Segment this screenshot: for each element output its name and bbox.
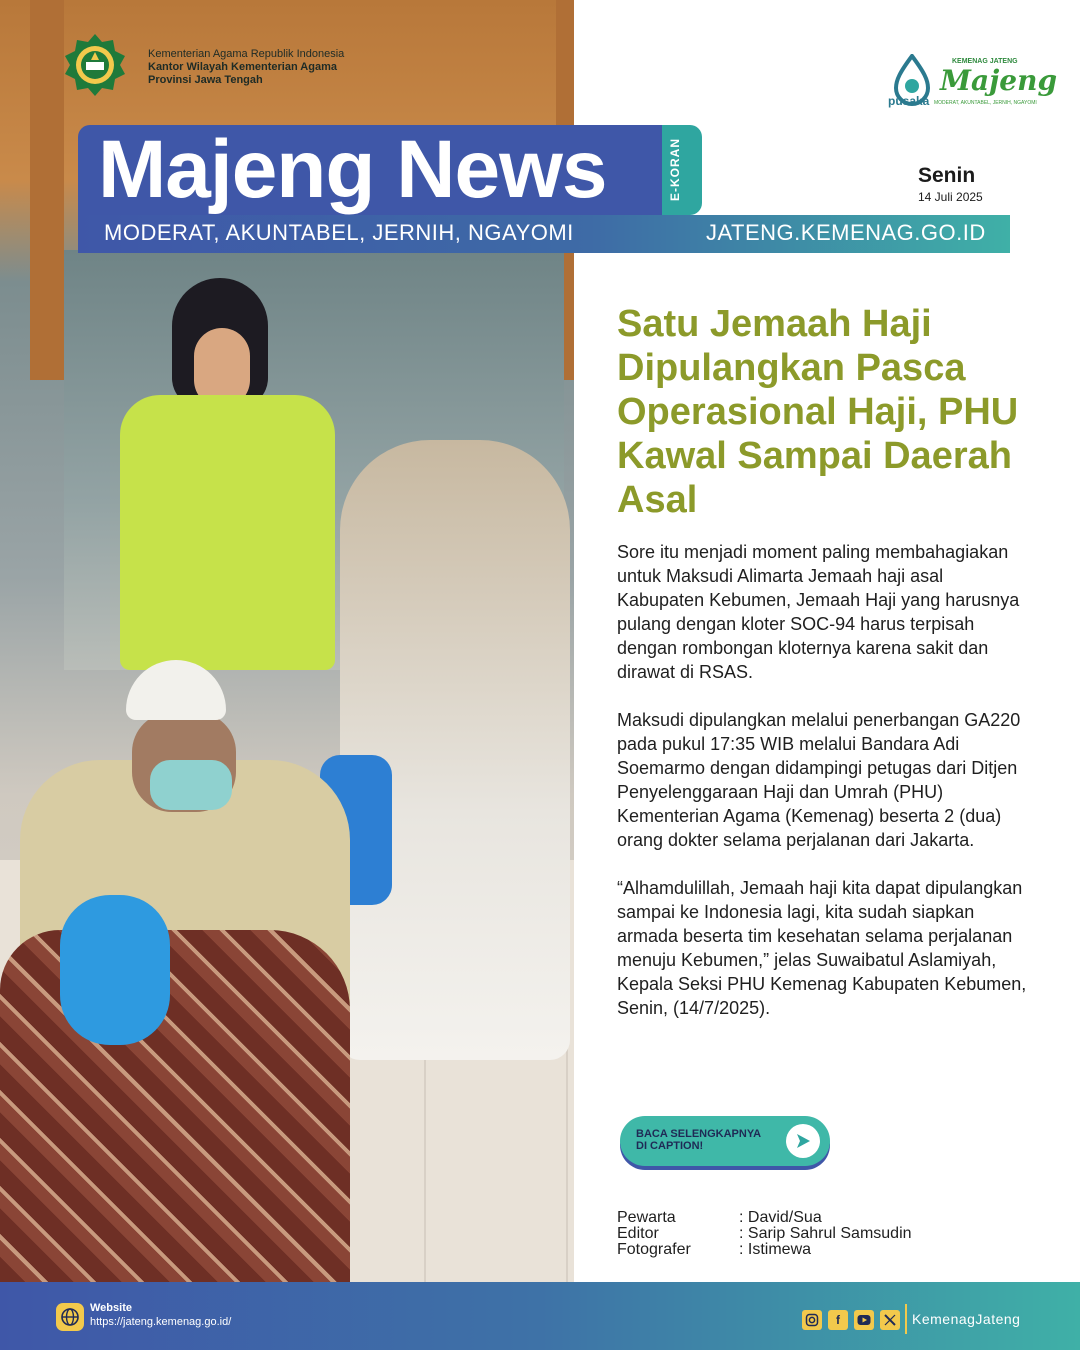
credit-key: Editor <box>617 1225 659 1242</box>
photo-neck-pillow <box>60 895 170 1045</box>
x-icon[interactable] <box>880 1310 900 1330</box>
credit-value: : Istimewa <box>739 1241 812 1258</box>
footer-divider <box>905 1304 907 1334</box>
arrow-right-icon <box>786 1124 820 1158</box>
credit-row <box>617 1226 912 1242</box>
instagram-icon[interactable] <box>802 1310 822 1330</box>
credit-row <box>617 1242 912 1258</box>
edition-tab <box>662 125 702 215</box>
pusaka-label: pusaka <box>888 94 930 108</box>
read-more-line-1: BACA SELENGKAPNYA <box>636 1128 762 1140</box>
facebook-icon[interactable]: f <box>828 1310 848 1330</box>
org-line-2: Kantor Wilayah Kementerian Agama <box>148 61 337 73</box>
read-more-label <box>636 1128 786 1152</box>
read-more-line-2: DI CAPTION! <box>636 1140 704 1152</box>
issue-date: 14 Juli 2025 <box>918 190 983 204</box>
org-line-3: Provinsi Jawa Tengah <box>148 74 263 86</box>
website-url-link[interactable]: https://jateng.kemenag.go.id/ <box>90 1316 232 1328</box>
photo-pilgrim-mask <box>150 760 232 810</box>
credit-value: : David/Sua <box>739 1209 822 1226</box>
issue-day: Senin <box>918 164 976 187</box>
photo-officer-vest <box>120 395 335 670</box>
majeng-logo-top: KEMENAG JATENG <box>952 58 1018 65</box>
credit-key: Pewarta <box>617 1209 676 1226</box>
majeng-logo-script: Majeng <box>940 64 1058 97</box>
credit-value: : Sarip Sahrul Samsudin <box>739 1225 912 1242</box>
org-line-1: Kementerian Agama Republik Indonesia <box>148 48 345 60</box>
read-more-button[interactable] <box>620 1116 830 1166</box>
majeng-logo-tagline: MODERAT, AKUNTABEL, JERNIH, NGAYOMI <box>934 100 1037 106</box>
article-headline: Satu Jemaah Haji Dipulangkan Pasca Operasional Haji, PHU Kawal Sampai Daerah Asal <box>617 303 1019 521</box>
social-icons <box>802 1310 900 1330</box>
masthead-tagline: MODERAT, AKUNTABEL, JERNIH, NGAYOMI <box>104 220 574 245</box>
kemenag-emblem-icon <box>62 32 128 98</box>
edition-label: E-KORAN <box>668 138 682 201</box>
masthead-website: JATENG.KEMENAG.GO.ID <box>706 220 986 245</box>
globe-icon[interactable] <box>56 1303 84 1331</box>
article-paragraph: Maksudi dipulangkan melalui penerbangan GA220 pada pukul 17:35 WIB melalui Bandara Adi Soemarmo dengan didampingi petugas dari Ditjen Penyelenggaraan Haji dan Umrah (PHU) Kementerian Agama (Kemenag) beserta 2 (dua) orang dokter selama perjalanan dari Jakarta. <box>617 710 1021 850</box>
masthead-title: Majeng News <box>98 124 607 215</box>
article-paragraph: “Alhamdulillah, Jemaah haji kita dapat dipulangkan sampai ke Indonesia lagi, kita sudah siapkan armada beserta tim kesehatan selama perjalanan menuju Kebumen,” jelas Suwaibatul Aslamiyah, Kepala Seksi PHU Kemenag Kabupaten Kebumen, Senin, (14/7/2025). <box>617 878 1027 1018</box>
article-paragraph: Sore itu menjadi moment paling membahagiakan untuk Maksudi Alimarta Jemaah haji asal Kabupaten Kebumen, Jemaah Haji yang harusnya pulang dengan kloter SOC-94 harus terpisah dengan rombongan kloternya karena sakit dan dirawat di RSAS. <box>617 542 1020 682</box>
organization-name <box>148 48 344 87</box>
photo-blanket <box>0 930 350 1282</box>
credit-key: Fotografer <box>617 1241 691 1258</box>
social-handle[interactable]: KemenagJateng <box>912 1311 1021 1327</box>
photo-helper <box>340 440 570 1060</box>
youtube-icon[interactable] <box>854 1310 874 1330</box>
website-label: Website <box>90 1302 132 1314</box>
article-body <box>617 540 1027 1044</box>
credit-row <box>617 1210 912 1226</box>
article-credits <box>617 1210 912 1258</box>
